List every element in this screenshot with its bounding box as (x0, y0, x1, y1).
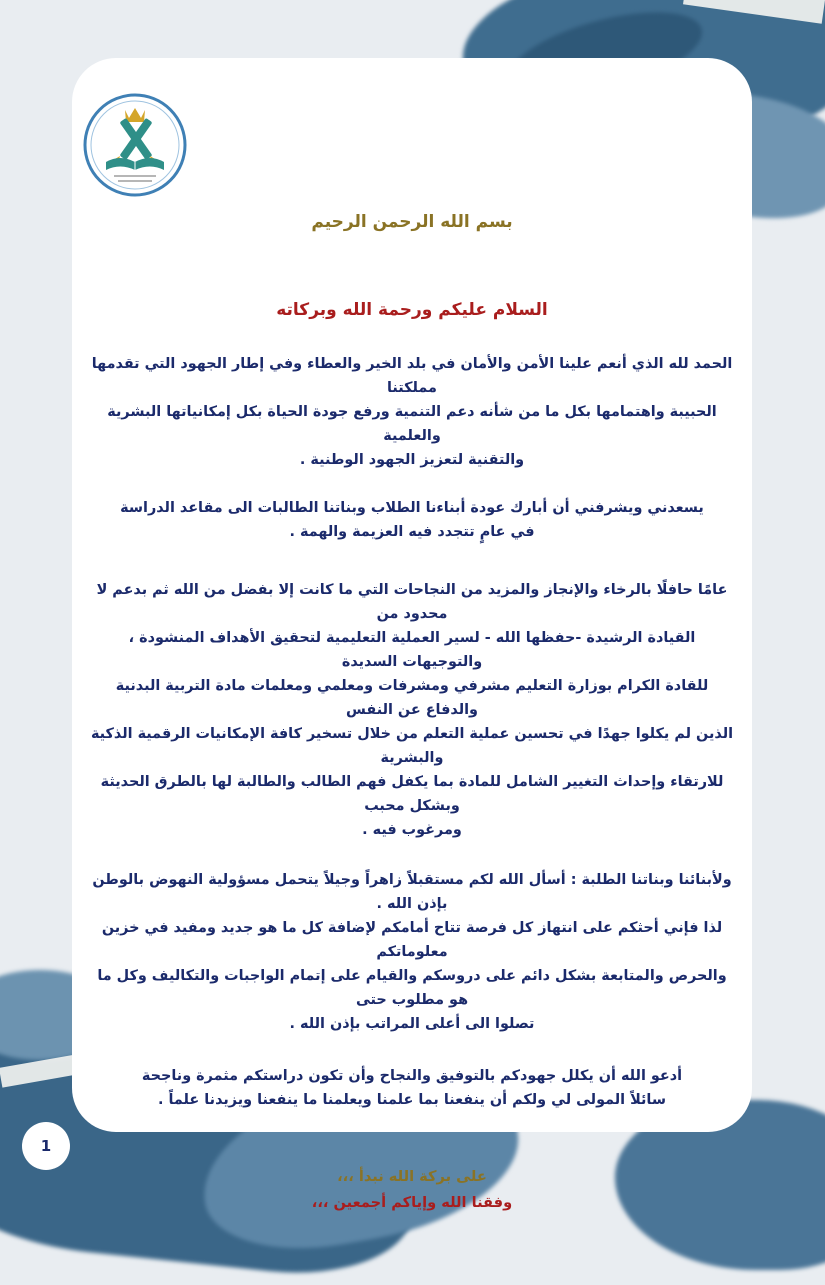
closing-line: وفقنا الله وإياكم أجمعين ،،، (311, 1194, 513, 1211)
school-emblem-icon (82, 92, 188, 198)
text-line: للارتقاء وإحداث التغيير الشامل للمادة بما يكفل فهم الطالب والطالبة لها بالطرق الحديثة وبشكل محبب (100, 774, 724, 814)
page-number-badge (22, 1122, 70, 1170)
basmala: بسم الله الرحمن الرحيم (311, 212, 513, 232)
paragraph (90, 578, 734, 842)
paragraph (90, 868, 734, 1036)
text-line: القيادة الرشيدة -حفظها الله - لسير العملية التعليمية لتحقيق الأهداف المنشودة ، والتوجيهات السديدة (128, 630, 696, 670)
text-line: عامًا حافلًا بالرخاء والإنجاز والمزيد من النجاحات التي ما كانت إلا بفضل من الله ثم بدعم لا محدود من (96, 582, 728, 622)
text-line: والحرص والمتابعة بشكل دائم على دروسكم والقيام على إتمام الواجبات والتكاليف وكل ما هو مطلوب حتى (97, 968, 727, 1008)
text-line: الذين لم يكلوا جهدًا في تحسين عملية التعلم من خلال تسخير كافة الإمكانيات الرقمية الذكية والبشرية (90, 726, 734, 766)
text-line: الحبيبة واهتمامها بكل ما من شأنه دعم التنمية ورفع جودة الحياة بكل إمكانياتها البشرية والعلمية (107, 404, 717, 444)
paragraph (90, 352, 734, 472)
text-line: أدعو الله أن يكلل جهودكم بالتوفيق والنجاح وأن تكون دراستكم مثمرة وناجحة (141, 1068, 683, 1084)
closing-line: على بركة الله نبدأ ،،، (337, 1168, 487, 1185)
letter-body (90, 200, 734, 1216)
paragraph (90, 496, 734, 544)
text-line: ولأبنائنا وبناتنا الطلبة : أسأل الله لكم مستقبلاً زاهراً وجيلاً يتحمل مسؤولية النهوض بالوطن بإذن الله . (92, 872, 732, 912)
greeting: السلام عليكم ورحمة الله وبركاته (276, 300, 548, 320)
text-line: الحمد لله الذي أنعم علينا الأمن والأمان في بلد الخير والعطاء وفي إطار الجهود التي تقدمها مملكتنا (91, 356, 733, 396)
text-line: يسعدني ويشرفني أن أبارك عودة أبناءنا الطلاب وبناتنا الطالبات الى مقاعد الدراسة (120, 500, 704, 516)
text-line: ومرغوب فيه . (362, 822, 462, 838)
text-line: للقادة الكرام بوزارة التعليم مشرفي ومشرفات ومعلمي ومعلمات مادة التربية البدنية والدفاع عن النفس (115, 678, 709, 718)
page-number: 1 (40, 1137, 52, 1155)
paragraph (90, 1064, 734, 1112)
text-line: في عامٍ تتجدد فيه العزيمة والهمة . (289, 524, 535, 540)
text-line: لذا فإني أحثكم على انتهاز كل فرصة تتاح أمامكم لإضافة كل ما هو جديد ومفيد في خزين معلوماتكم (101, 920, 723, 960)
text-line: سائلاً المولى لي ولكم أن ينفعنا بما علمنا ويعلمنا ما ينفعنا ويزيدنا علماً . (158, 1092, 666, 1108)
text-line: والتقنية لتعزيز الجهود الوطنية . (299, 452, 525, 468)
text-line: تصلوا الى أعلى المراتب بإذن الله . (289, 1016, 535, 1032)
